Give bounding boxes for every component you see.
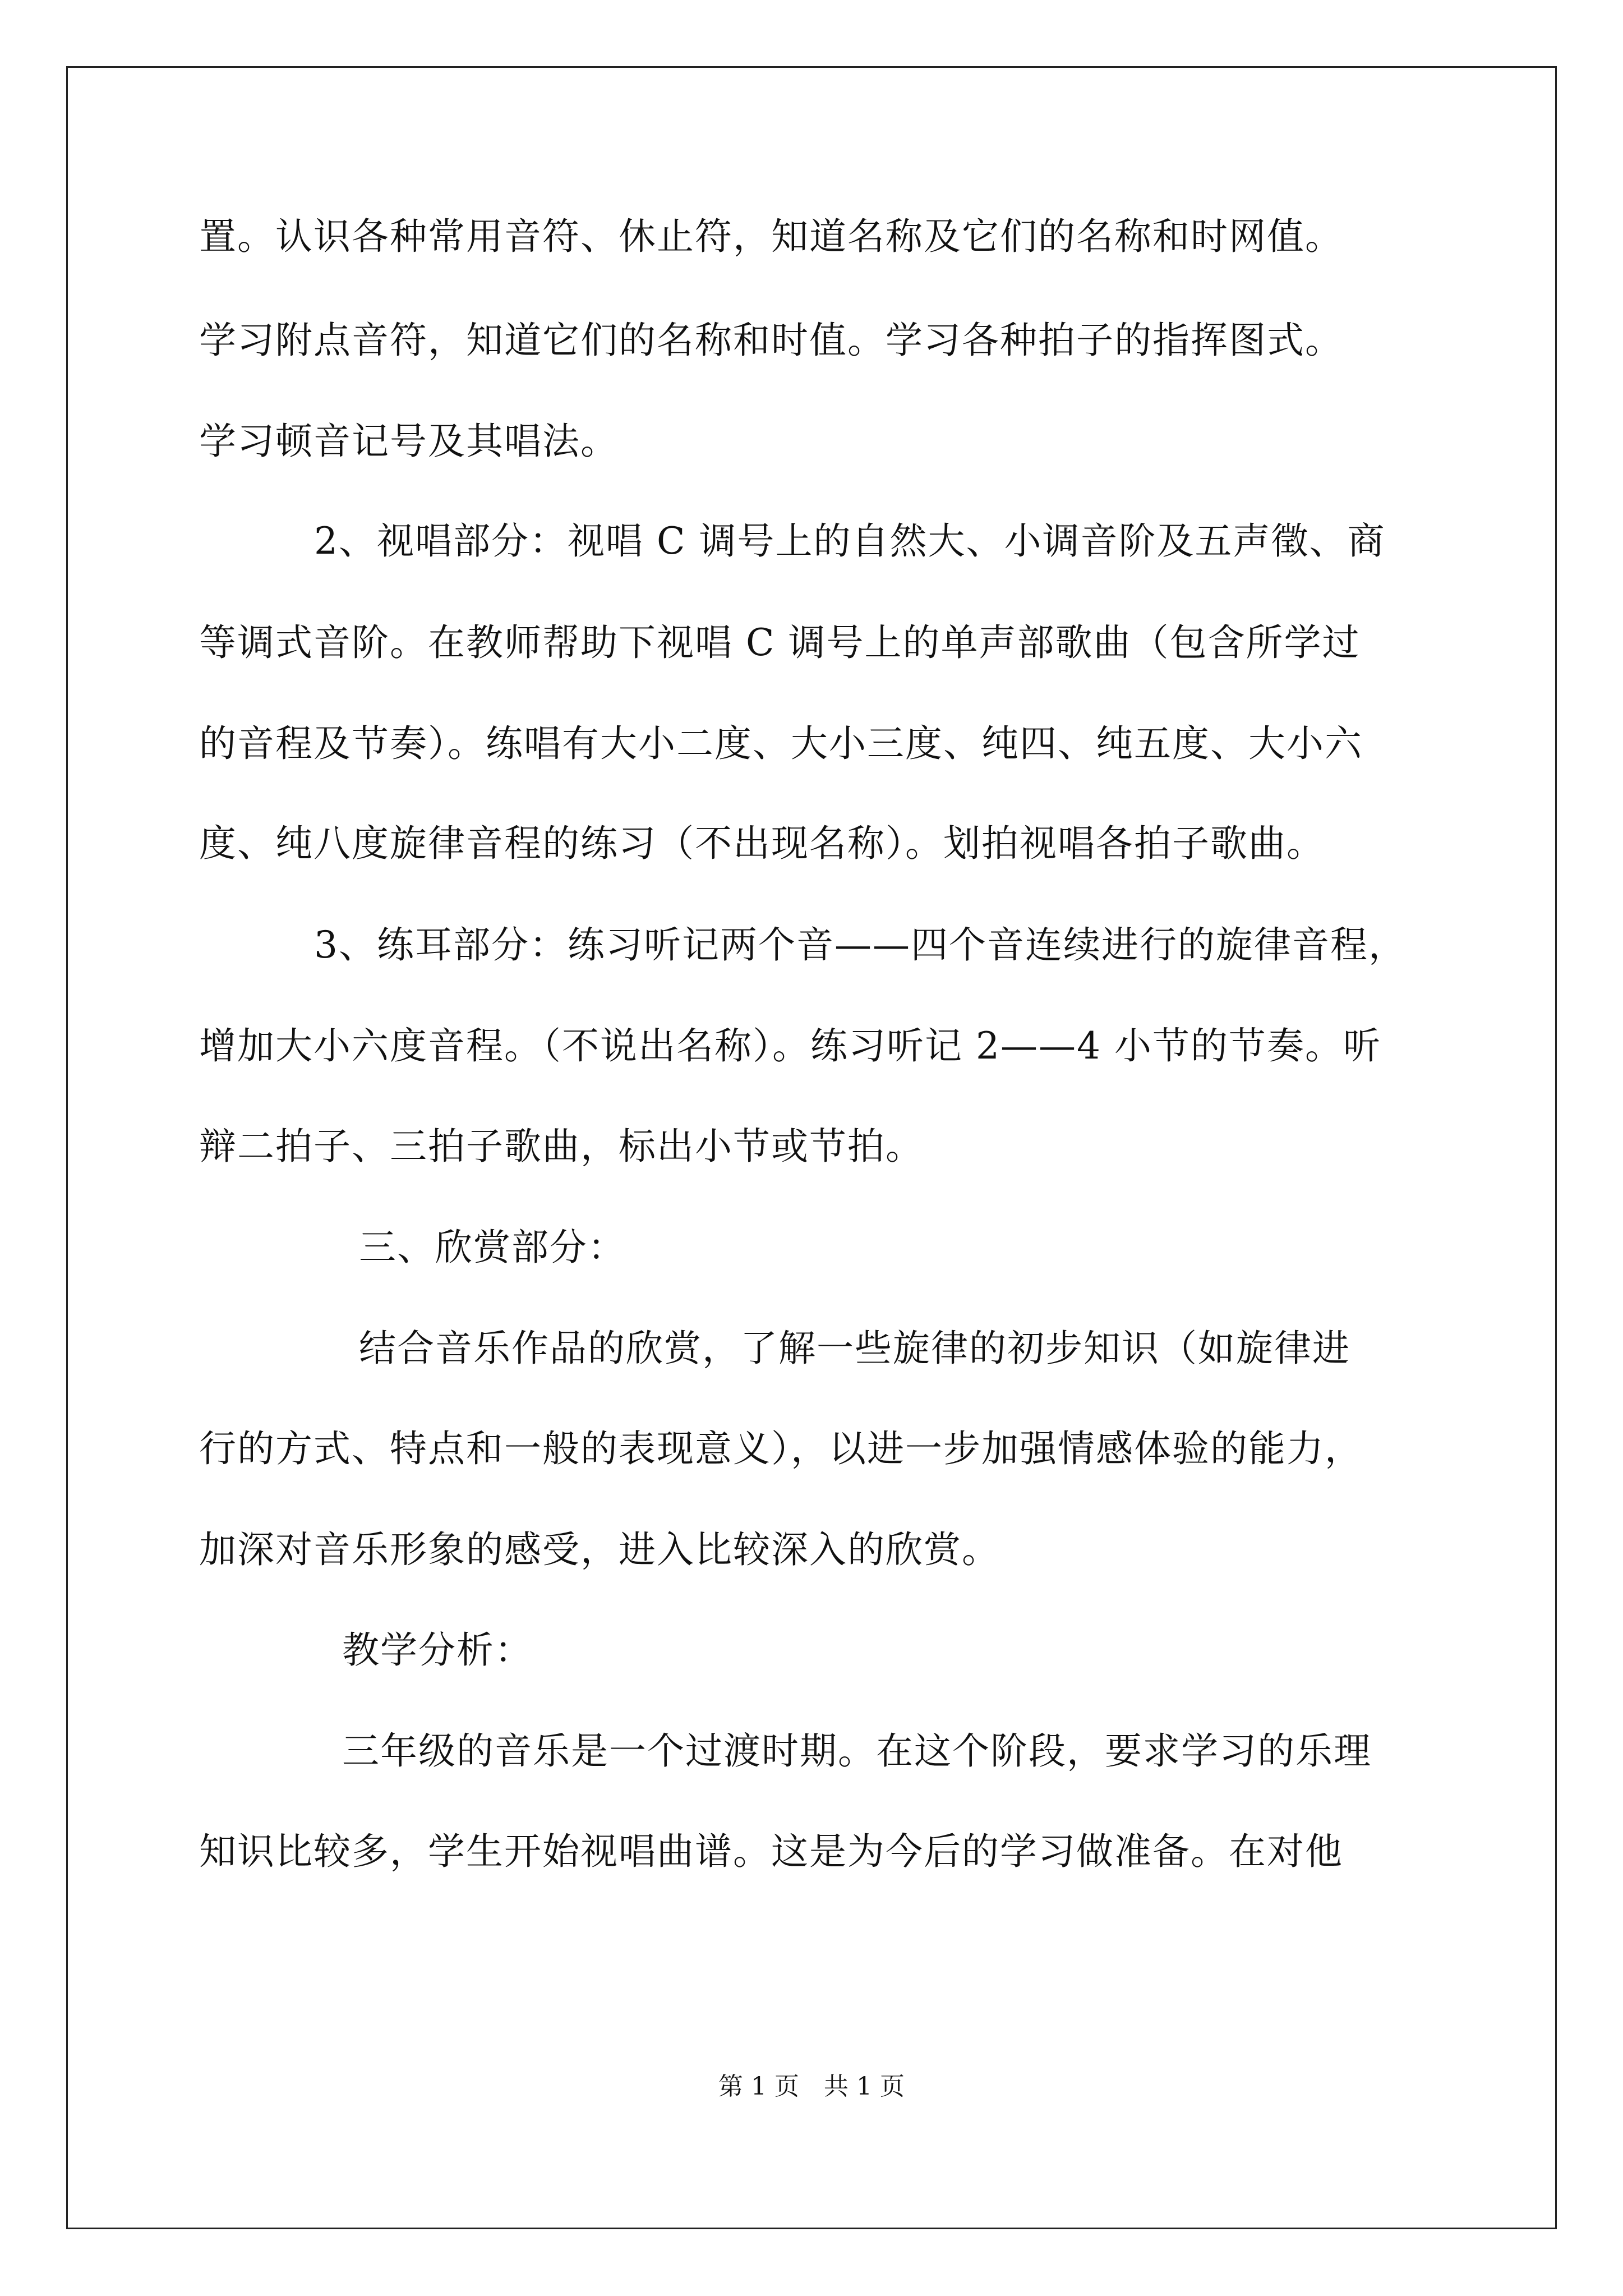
text-line: 学习顿音记号及其唱法。 — [199, 420, 619, 463]
text-line: 等调式音阶。在教师帮助下视唱 C 调号上的单声部歌曲（包含所学过 — [199, 621, 1361, 664]
text-line: 结合音乐作品的欣赏，了解一些旋律的初步知识（如旋律进 — [359, 1327, 1350, 1370]
text-line: 的音程及节奏）。练唱有大小二度、大小三度、纯四、纯五度、大小六 — [199, 722, 1363, 765]
page-footer: 第 1 页 共 1 页 — [718, 2072, 905, 2101]
text-line: 学习附点音符，知道它们的名称和时值。学习各种拍子的指挥图式。 — [199, 319, 1343, 362]
section-heading: 教学分析： — [342, 1628, 533, 1672]
text-line: 加深对音乐形象的感受，进入比较深入的欣赏。 — [199, 1528, 1000, 1571]
text-line: 3、练耳部分：练习听记两个音——四个音连续进行的旋律音程， — [314, 923, 1407, 967]
section-heading: 三、欣赏部分： — [359, 1226, 626, 1269]
text-line: 知识比较多，学生开始视唱曲谱。这是为今后的学习做准备。在对他 — [199, 1830, 1343, 1873]
text-line: 2、视唱部分：视唱 C 调号上的自然大、小调音阶及五声徵、商 — [314, 519, 1386, 563]
text-line: 增加大小六度音程。（不说出名称）。练习听记 2——4 小节的节奏。听 — [199, 1024, 1381, 1068]
text-line: 度、纯八度旋律音程的练习（不出现名称）。划拍视唱各拍子歌曲。 — [199, 822, 1325, 865]
text-line: 辩二拍子、三拍子歌曲，标出小节或节拍。 — [199, 1125, 924, 1168]
text-line: 行的方式、特点和一般的表现意义），以进一步加强情感体验的能力， — [199, 1427, 1363, 1470]
text-line: 置。认识各种常用音符、休止符，知道名称及它们的名称和时网值。 — [199, 215, 1343, 258]
text-line: 三年级的音乐是一个过渡时期。在这个阶段，要求学习的乐理 — [342, 1729, 1372, 1773]
